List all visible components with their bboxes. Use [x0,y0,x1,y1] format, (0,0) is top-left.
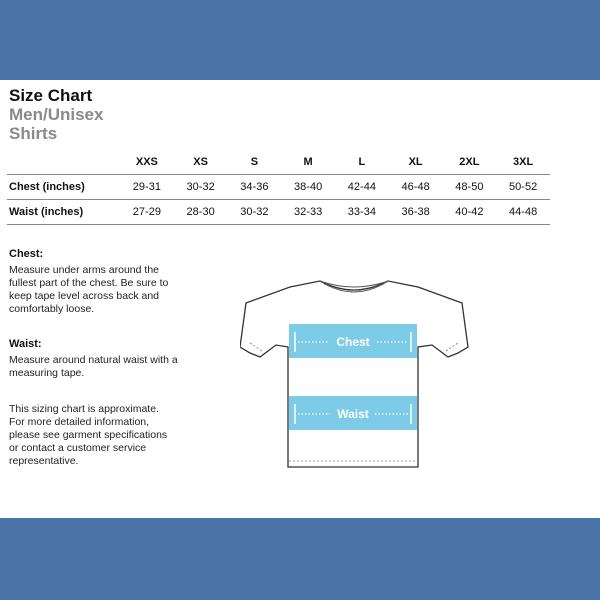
chest-row [7,175,550,200]
sizing-disclaimer: This sizing chart is approximate. For more detailed information, please see garment specifications or contact a customer service representative. [9,403,168,467]
size-header: 2XL [459,156,480,168]
tshirt-outline [240,281,468,467]
chest-row-label: Chest (inches) [7,175,120,200]
size-header: M [303,156,313,168]
chest-cell: 34-36 [228,175,282,200]
subtitle-product: Shirts [9,124,58,143]
chest-cell: 46-48 [389,175,443,200]
size-header: XXS [135,156,158,168]
size-header: L [358,156,366,168]
chest-cell: 38-40 [281,175,335,200]
chest-cell: 42-44 [335,175,389,200]
waist-cell: 40-42 [443,200,497,225]
waist-cell: 28-30 [174,200,228,225]
size-header: XS [193,156,208,168]
waist-instructions: Measure around natural waist with a measuring tape. [9,354,178,379]
size-header: XL [408,156,423,168]
page-title: Size Chart [9,86,93,105]
size-table [7,150,550,225]
size-chart-panel [0,80,600,518]
waist-cell: 44-48 [496,200,550,225]
waist-heading: Waist: [9,338,42,350]
chest-cell: 48-50 [443,175,497,200]
waist-cell: 33-34 [335,200,389,225]
waist-row-label: Waist (inches) [7,200,120,225]
chest-band-label: Chest [336,335,370,349]
chest-cell: 29-31 [120,175,174,200]
waist-cell: 32-33 [281,200,335,225]
chest-cell: 50-52 [496,175,550,200]
waist-cell: 30-32 [228,200,282,225]
chest-cell: 30-32 [174,175,228,200]
tshirt-diagram [240,275,470,475]
waist-row [7,200,550,225]
chest-heading: Chest: [9,248,44,260]
chest-instructions: Measure under arms around the fullest part of the chest. Be sure to keep tape level across back and comfortably loose. [9,264,169,315]
size-header-row [7,150,550,175]
size-header: S [250,156,259,168]
size-header: 3XL [513,156,534,168]
subtitle-category: Men/Unisex [9,105,104,124]
waist-cell: 27-29 [120,200,174,225]
header-blank [7,150,120,175]
waist-cell: 36-38 [389,200,443,225]
waist-band-label: Waist [337,407,369,421]
